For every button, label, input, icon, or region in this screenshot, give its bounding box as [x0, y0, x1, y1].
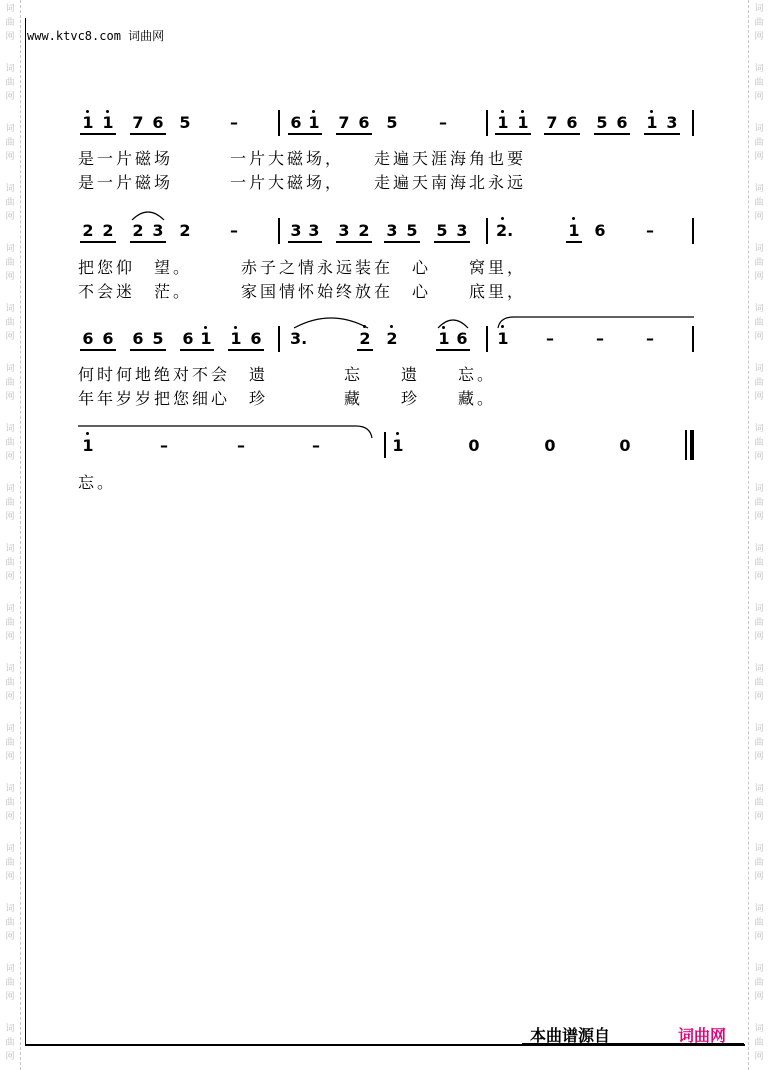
underline-beam: [130, 241, 166, 243]
watermark-glyph: 词: [754, 544, 764, 554]
watermark-glyph: 网: [5, 92, 15, 102]
right-margin-strip: [748, 0, 769, 1070]
note: 6: [102, 329, 114, 348]
watermark-glyph: 词: [754, 364, 764, 374]
watermark-glyph: 曲: [754, 78, 764, 88]
watermark-glyph: 曲: [5, 858, 15, 868]
watermark-glyph-group: [749, 62, 769, 104]
watermark-glyph-group: [749, 842, 769, 884]
watermark-glyph: 曲: [5, 438, 15, 448]
high-octave-dot: [442, 326, 445, 329]
underline-beam: [228, 349, 264, 351]
underline-beam: [130, 349, 166, 351]
watermark-glyph: 曲: [5, 378, 15, 388]
watermark-glyph: 曲: [754, 198, 764, 208]
watermark-glyph-group: [749, 122, 769, 164]
bar-line: [486, 110, 488, 136]
note: 3: [338, 221, 350, 240]
dash-extension: –: [546, 329, 554, 348]
note: 1: [200, 329, 212, 348]
watermark-glyph-group: [749, 422, 769, 464]
watermark-glyph: 曲: [5, 198, 15, 208]
tie-mark: [494, 314, 694, 330]
watermark-glyph-group: [0, 62, 20, 104]
note: 1: [82, 436, 94, 455]
dash-extension: –: [646, 329, 654, 348]
watermark-glyph: 网: [754, 632, 764, 642]
watermark-glyph-group: [0, 422, 20, 464]
note: 5: [596, 113, 608, 132]
watermark-glyph: 词: [5, 724, 15, 734]
score-frame-bottom-rule: [25, 1044, 745, 1046]
watermark-glyph: 网: [5, 572, 15, 582]
source-site-link[interactable]: 词曲网: [678, 1026, 727, 1045]
score-frame-left-rule: [25, 18, 26, 1045]
underline-beam: [436, 349, 470, 351]
note: 6: [250, 329, 262, 348]
watermark-glyph-group: [0, 182, 20, 224]
final-bar-thick: [690, 430, 694, 460]
watermark-glyph: 词: [5, 124, 15, 134]
underline-beam: [357, 349, 373, 351]
underline-beam: [566, 241, 582, 243]
watermark-glyph: 网: [5, 872, 15, 882]
note: 6: [566, 113, 578, 132]
lyric-line-verse-2: 年年岁岁把您细心 珍 藏 珍 藏。: [78, 389, 497, 408]
watermark-glyph-group: [749, 482, 769, 524]
watermark-glyph-group: [0, 362, 20, 404]
note: 6: [358, 113, 370, 132]
watermark-glyph: 词: [5, 484, 15, 494]
watermark-glyph: 词: [5, 604, 15, 614]
watermark-glyph: 曲: [754, 678, 764, 688]
watermark-glyph: 曲: [5, 18, 15, 28]
bar-line: [486, 326, 488, 352]
watermark-glyph: 网: [5, 692, 15, 702]
watermark-glyph: 曲: [754, 918, 764, 928]
underline-beam: [434, 241, 470, 243]
watermark-glyph: 曲: [754, 1038, 764, 1048]
watermark-glyph-group: [749, 602, 769, 644]
note-dotted: 3.: [290, 329, 308, 348]
note: 2: [179, 221, 191, 240]
bar-line: [486, 218, 488, 244]
note: 6: [152, 113, 164, 132]
watermark-glyph-group: [0, 1022, 20, 1064]
watermark-glyph: 曲: [754, 798, 764, 808]
watermark-glyph-group: [0, 902, 20, 944]
watermark-glyph-group: [0, 482, 20, 524]
watermark-glyph: 曲: [754, 318, 764, 328]
watermark-glyph: 曲: [754, 18, 764, 28]
note: 1: [102, 113, 114, 132]
bar-line: [278, 218, 280, 244]
bar-line: [692, 218, 694, 244]
site-name[interactable]: 词曲网: [128, 29, 165, 43]
watermark-glyph: 词: [754, 844, 764, 854]
watermark-glyph: 网: [754, 272, 764, 282]
watermark-glyph: 词: [5, 364, 15, 374]
watermark-glyph: 曲: [5, 678, 15, 688]
dash-extension: –: [230, 221, 238, 240]
underline-beam: [80, 133, 116, 135]
lyric-line-verse-1: 是一片磁场 一片大磁场， 走遍天涯海角也要: [78, 149, 527, 168]
high-octave-dot: [363, 325, 366, 328]
watermark-glyph: 曲: [754, 258, 764, 268]
watermark-glyph: 词: [5, 304, 15, 314]
note: 1: [392, 436, 404, 455]
watermark-glyph: 网: [754, 812, 764, 822]
high-octave-dot: [106, 110, 109, 113]
watermark-glyph: 网: [754, 212, 764, 222]
watermark-glyph: 网: [754, 932, 764, 942]
watermark-glyph: 网: [754, 152, 764, 162]
note: 1: [230, 329, 242, 348]
watermark-glyph: 词: [754, 664, 764, 674]
watermark-glyph: 网: [5, 752, 15, 762]
note: 7: [132, 113, 144, 132]
watermark-glyph: 词: [754, 244, 764, 254]
watermark-glyph-group: [749, 962, 769, 1004]
underline-beam: [544, 133, 580, 135]
note: 6: [594, 221, 606, 240]
note: 5: [386, 113, 398, 132]
underline-beam: [336, 241, 372, 243]
watermark-glyph: 网: [5, 272, 15, 282]
watermark-glyph: 词: [5, 184, 15, 194]
watermark-glyph: 曲: [5, 978, 15, 988]
watermark-glyph-group: [749, 302, 769, 344]
source-label: 本曲谱源自: [530, 1026, 611, 1045]
watermark-glyph-group: [0, 122, 20, 164]
watermark-glyph: 网: [754, 572, 764, 582]
watermark-glyph-group: [749, 1022, 769, 1064]
note: 1: [646, 113, 658, 132]
note: 2: [359, 329, 371, 348]
watermark-glyph: 词: [5, 244, 15, 254]
note: 3: [308, 221, 320, 240]
note: 1: [308, 113, 320, 132]
watermark-glyph: 曲: [754, 558, 764, 568]
dash-extension: –: [439, 113, 447, 132]
high-octave-dot: [650, 110, 653, 113]
lyric-line-verse-1: 何时何地绝对不会 遗 忘 遗 忘。: [78, 365, 497, 384]
watermark-glyph-group: [749, 782, 769, 824]
dash-extension: –: [230, 113, 238, 132]
bar-line: [692, 110, 694, 136]
watermark-glyph: 曲: [5, 558, 15, 568]
dash-extension: –: [312, 436, 320, 455]
watermark-glyph: 网: [5, 452, 15, 462]
watermark-glyph: 曲: [5, 918, 15, 928]
watermark-glyph-group: [749, 182, 769, 224]
note: 3: [456, 221, 468, 240]
watermark-glyph: 曲: [754, 138, 764, 148]
site-header[interactable]: [27, 27, 164, 44]
watermark-glyph: 词: [754, 124, 764, 134]
slur-mark: [130, 206, 166, 222]
watermark-glyph-group: [749, 902, 769, 944]
lyric-line-verse-2: 不会迷 茫。 家国情怀始终放在 心 底里，: [78, 282, 527, 301]
watermark-glyph: 网: [754, 752, 764, 762]
watermark-glyph-group: [0, 542, 20, 584]
high-octave-dot: [521, 110, 524, 113]
tie-mark: [76, 422, 376, 440]
underline-beam: [644, 133, 680, 135]
watermark-glyph: 网: [5, 152, 15, 162]
rest: 0: [619, 436, 631, 455]
left-margin-strip: [0, 0, 21, 1070]
high-octave-dot: [390, 325, 393, 328]
watermark-glyph: 词: [5, 784, 15, 794]
watermark-glyph-group: [0, 602, 20, 644]
dash-extension: –: [596, 329, 604, 348]
bar-line: [692, 326, 694, 352]
watermark-glyph: 曲: [754, 618, 764, 628]
underline-beam: [384, 241, 420, 243]
watermark-glyph: 网: [5, 812, 15, 822]
site-url[interactable]: www.ktvc8.com: [27, 29, 121, 43]
watermark-glyph: 词: [754, 484, 764, 494]
underline-beam: [180, 349, 214, 351]
watermark-glyph: 网: [754, 692, 764, 702]
watermark-glyph-group: [0, 242, 20, 284]
note: 6: [132, 329, 144, 348]
watermark-glyph-group: [0, 302, 20, 344]
watermark-glyph: 曲: [5, 1038, 15, 1048]
watermark-glyph: 词: [754, 784, 764, 794]
note: 6: [456, 329, 468, 348]
watermark-glyph: 曲: [5, 798, 15, 808]
dash-extension: –: [646, 221, 654, 240]
watermark-glyph-group: [0, 2, 20, 44]
watermark-glyph: 网: [5, 1052, 15, 1062]
watermark-glyph: 网: [754, 92, 764, 102]
high-octave-dot: [204, 326, 207, 329]
watermark-glyph: 网: [5, 332, 15, 342]
watermark-glyph: 网: [5, 632, 15, 642]
note: 2: [386, 329, 398, 348]
watermark-glyph: 词: [754, 1024, 764, 1034]
note: 6: [82, 329, 94, 348]
note: 5: [406, 221, 418, 240]
watermark-glyph: 曲: [754, 738, 764, 748]
watermark-glyph: 曲: [5, 258, 15, 268]
watermark-glyph: 词: [5, 64, 15, 74]
note: 1: [517, 113, 529, 132]
watermark-glyph-group: [0, 722, 20, 764]
lyric-line-verse-1: 忘。: [78, 473, 117, 492]
watermark-glyph-group: [749, 2, 769, 44]
watermark-glyph: 曲: [5, 318, 15, 328]
note: 6: [616, 113, 628, 132]
note: 7: [338, 113, 350, 132]
underline-beam: [130, 133, 166, 135]
watermark-glyph: 曲: [754, 858, 764, 868]
high-octave-dot: [312, 110, 315, 113]
watermark-glyph: 曲: [5, 618, 15, 628]
watermark-glyph: 词: [5, 964, 15, 974]
note: 1: [568, 221, 580, 240]
dash-extension: –: [237, 436, 245, 455]
high-octave-dot: [501, 325, 504, 328]
underline-beam: [336, 133, 372, 135]
watermark-glyph: 词: [754, 424, 764, 434]
watermark-glyph: 词: [754, 4, 764, 14]
watermark-glyph: 词: [5, 904, 15, 914]
watermark-glyph: 网: [5, 992, 15, 1002]
note: 5: [179, 113, 191, 132]
note: 1: [497, 329, 509, 348]
watermark-glyph-group: [749, 362, 769, 404]
watermark-glyph: 曲: [754, 498, 764, 508]
tie-mark: [290, 312, 372, 330]
watermark-glyph: 网: [5, 392, 15, 402]
watermark-glyph-group: [0, 662, 20, 704]
watermark-glyph: 曲: [5, 138, 15, 148]
underline-beam: [288, 133, 322, 135]
bar-line: [278, 110, 280, 136]
watermark-glyph: 网: [5, 512, 15, 522]
note: 2: [358, 221, 370, 240]
watermark-glyph-group: [0, 962, 20, 1004]
watermark-glyph: 词: [5, 664, 15, 674]
bar-line: [384, 432, 386, 458]
high-octave-dot: [501, 217, 504, 220]
watermark-glyph-group: [0, 782, 20, 824]
note: 3: [666, 113, 678, 132]
high-octave-dot: [572, 217, 575, 220]
high-octave-dot: [501, 110, 504, 113]
watermark-glyph: 网: [5, 932, 15, 942]
watermark-glyph-group: [749, 722, 769, 764]
note: 2: [102, 221, 114, 240]
high-octave-dot: [86, 110, 89, 113]
dash-extension: –: [160, 436, 168, 455]
watermark-glyph: 网: [754, 452, 764, 462]
watermark-glyph: 词: [754, 304, 764, 314]
watermark-glyph: 网: [754, 332, 764, 342]
note: 5: [152, 329, 164, 348]
watermark-glyph: 词: [5, 1024, 15, 1034]
watermark-glyph: 词: [5, 844, 15, 854]
lyric-line-verse-1: 把您仰 望。 赤子之情永远装在 心 窝里，: [78, 258, 527, 277]
note: 2: [82, 221, 94, 240]
watermark-glyph: 网: [5, 32, 15, 42]
watermark-glyph: 网: [754, 392, 764, 402]
high-octave-dot: [396, 432, 399, 435]
watermark-glyph: 词: [5, 544, 15, 554]
note: 2: [132, 221, 144, 240]
watermark-glyph: 网: [754, 1052, 764, 1062]
watermark-glyph: 曲: [754, 978, 764, 988]
underline-beam: [288, 241, 322, 243]
watermark-glyph: 网: [754, 992, 764, 1002]
watermark-glyph: 词: [754, 724, 764, 734]
note: 1: [438, 329, 450, 348]
note: 1: [82, 113, 94, 132]
watermark-glyph: 网: [5, 212, 15, 222]
note: 6: [290, 113, 302, 132]
note: 3: [386, 221, 398, 240]
underline-beam: [594, 133, 630, 135]
watermark-glyph-group: [0, 842, 20, 884]
watermark-glyph: 曲: [754, 378, 764, 388]
watermark-glyph: 曲: [5, 738, 15, 748]
note: 7: [546, 113, 558, 132]
rest: 0: [468, 436, 480, 455]
watermark-glyph-group: [749, 662, 769, 704]
watermark-glyph: 词: [5, 424, 15, 434]
underline-beam: [495, 133, 531, 135]
watermark-glyph: 词: [754, 964, 764, 974]
final-bar-thin: [685, 430, 687, 460]
watermark-glyph: 曲: [5, 78, 15, 88]
underline-beam: [80, 241, 116, 243]
note: 5: [436, 221, 448, 240]
watermark-glyph: 网: [754, 32, 764, 42]
high-octave-dot: [86, 432, 89, 435]
watermark-glyph: 词: [754, 64, 764, 74]
high-octave-dot: [234, 326, 237, 329]
note: 1: [497, 113, 509, 132]
rest: 0: [544, 436, 556, 455]
watermark-glyph: 词: [754, 604, 764, 614]
watermark-glyph-group: [749, 242, 769, 284]
watermark-glyph: 网: [754, 512, 764, 522]
lyric-line-verse-2: 是一片磁场 一片大磁场， 走遍天南海北永远: [78, 173, 527, 192]
source-footer: [522, 1021, 744, 1044]
watermark-glyph-group: [749, 542, 769, 584]
note: 3: [290, 221, 302, 240]
watermark-glyph: 词: [5, 4, 15, 14]
note: 6: [182, 329, 194, 348]
watermark-glyph: 曲: [5, 498, 15, 508]
watermark-glyph: 词: [754, 184, 764, 194]
note-dotted: 2.: [496, 221, 514, 240]
underline-beam: [80, 349, 116, 351]
bar-line: [278, 326, 280, 352]
note: 3: [152, 221, 164, 240]
watermark-glyph: 曲: [754, 438, 764, 448]
watermark-glyph: 词: [754, 904, 764, 914]
watermark-glyph: 网: [754, 872, 764, 882]
